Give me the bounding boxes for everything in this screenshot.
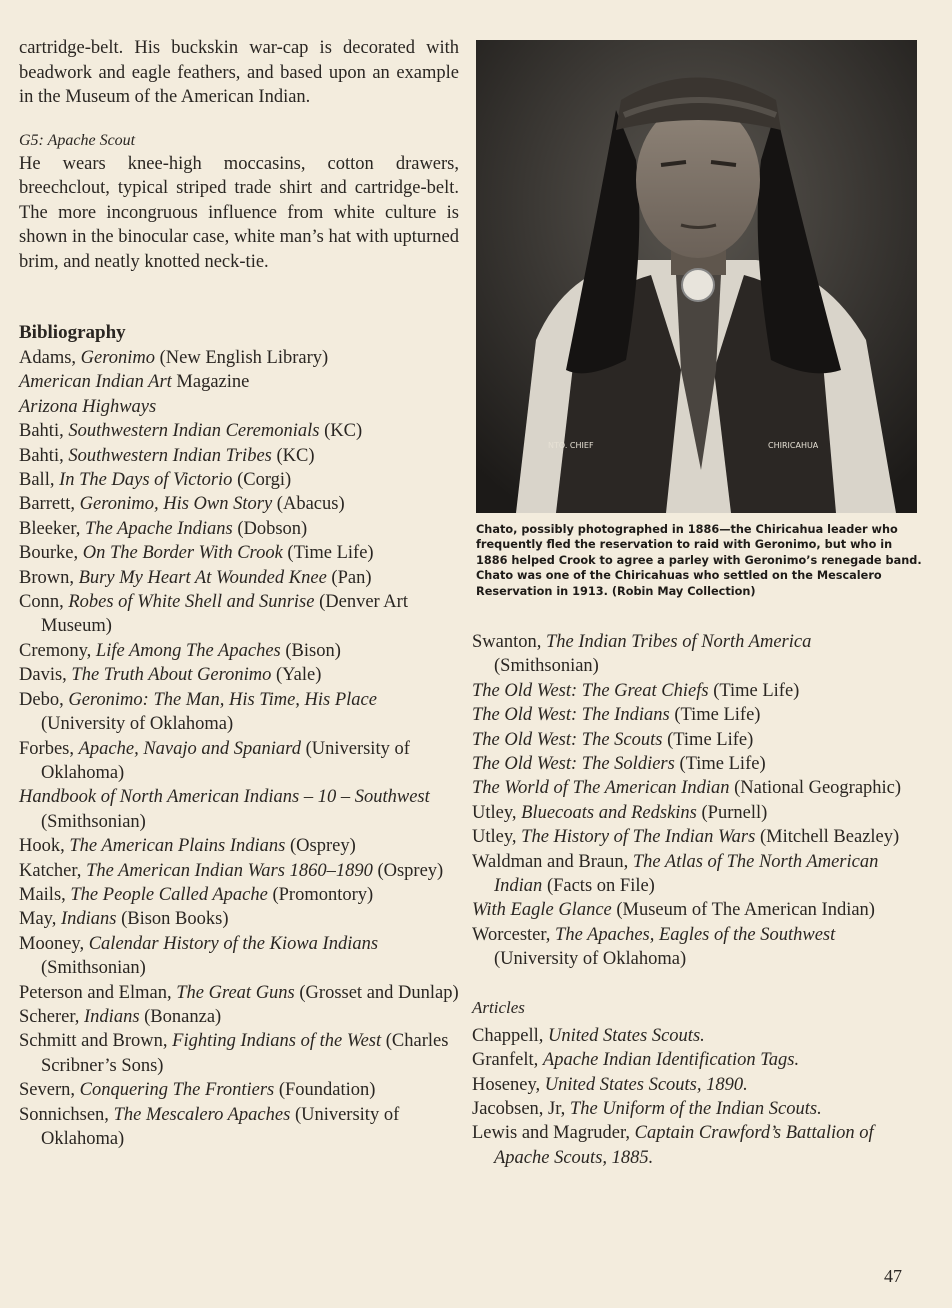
entry-title: The People Called Apache <box>70 884 268 905</box>
entry-author: Severn, <box>19 1080 80 1101</box>
entry-author: Mails, <box>19 884 71 905</box>
entry-title: Indians <box>60 909 117 930</box>
entry-publisher: (National Geographic) <box>729 778 902 799</box>
entry-title: Captain Crawford’s Battalion of Apache Scouts, 1885. <box>494 1123 874 1168</box>
entry-author: Utley, <box>472 827 522 848</box>
bibliography-entry <box>19 517 459 541</box>
entry-author: Waldman and Braun, <box>472 851 633 872</box>
entry-title: The Great Guns <box>176 982 295 1003</box>
entry-publisher: (Charles Scribner’s Sons) <box>41 1031 449 1076</box>
entry-publisher: (KC) <box>271 445 315 466</box>
entry-publisher: (Smithsonian) <box>41 958 146 979</box>
bibliography-entry <box>19 395 459 419</box>
entry-publisher: (Smithsonian) <box>494 656 599 677</box>
entry-author: Swanton, <box>472 632 546 652</box>
left-column <box>19 36 459 1151</box>
entry-publisher: (Promontory) <box>267 884 374 905</box>
articles-heading: Articles <box>472 997 525 1017</box>
bibliography-entry <box>19 883 459 907</box>
entry-author: May, <box>19 909 61 930</box>
bibliography-entry <box>472 679 920 703</box>
entry-publisher: (University of Oklahoma) <box>41 738 410 783</box>
entry-title: Geronimo, His Own Story <box>79 494 273 515</box>
entry-publisher: (Foundation) <box>274 1080 376 1101</box>
entry-title: Calendar History of the Kiowa Indians <box>88 933 379 954</box>
entry-title: Bluecoats and Redskins <box>521 802 697 823</box>
bibliography-entry <box>472 923 920 972</box>
entry-title: Indians <box>84 1006 140 1027</box>
bibliography-list-right <box>472 630 920 972</box>
entry-publisher: (Dobson) <box>232 518 308 539</box>
entry-title: Southwestern Indian Ceremonials <box>68 421 320 442</box>
entry-publisher: (Bonanza) <box>139 1006 222 1027</box>
entry-publisher: (Facts on File) <box>542 876 655 897</box>
bibliography-entry <box>19 370 459 394</box>
bibliography-entry <box>19 541 459 565</box>
entry-publisher: (Time Life) <box>282 543 374 564</box>
entry-publisher: (Yale) <box>271 665 322 686</box>
entry-publisher: (Corgi) <box>232 470 292 491</box>
entry-title: Fighting Indians of the West <box>172 1031 382 1052</box>
entry-author: Schmitt and Brown, <box>19 1031 173 1052</box>
entry-publisher: (Museum of The American Indian) <box>611 900 875 921</box>
entry-title: The World of The American Indian <box>472 778 730 799</box>
bibliography-entry <box>19 859 459 883</box>
entry-publisher: (New English Library) <box>155 348 329 368</box>
entry-author: Utley, <box>472 802 522 823</box>
entry-author: Barrett, <box>19 494 80 515</box>
article-entry <box>472 1121 920 1170</box>
g5-heading: G5: Apache Scout <box>19 131 136 149</box>
entry-title: The Apache Indians <box>85 518 233 539</box>
photo-caption: Chato, possibly photographed in 1886—the Chiricahua leader who frequently fled the reservation to raid with Geronimo, but who in 1886 helped Crook to agree a parley with Geronimo’s renegade band. Chato was one of the Chiricahuas who settled on the Mescalero Reservation in 1913. (Robin May Collection) <box>476 523 922 598</box>
entry-publisher: (Smithsonian) <box>41 811 146 832</box>
entry-title: The Apaches, Eagles of the Southwest <box>555 924 836 945</box>
bibliography-entry <box>19 663 459 687</box>
entry-publisher: (Time Life) <box>662 729 754 750</box>
entry-publisher: (Denver Art Museum) <box>41 592 408 637</box>
article-entry <box>472 1048 920 1072</box>
entry-author: Granfelt, <box>472 1050 543 1071</box>
photo-label-left: NTO. CHIEF <box>548 441 594 450</box>
entry-publisher: (Abacus) <box>272 494 345 515</box>
portrait-image <box>476 40 917 513</box>
bibliography-entry <box>19 1103 459 1152</box>
entry-publisher: (University of Oklahoma) <box>41 1104 400 1149</box>
entry-author: Brown, <box>19 567 79 588</box>
photo-label-right: CHIRICAHUA <box>768 441 819 450</box>
entry-author: Hook, <box>19 836 70 857</box>
entry-title: United States Scouts, 1890. <box>544 1074 748 1095</box>
bibliography-entry <box>19 468 459 492</box>
entry-title: Apache Indian Identification Tags. <box>542 1050 800 1071</box>
entry-author: Katcher, <box>19 860 87 881</box>
entry-publisher: (Mitchell Beazley) <box>755 827 900 848</box>
bibliography-entry <box>472 801 920 825</box>
entry-title: Apache, Navajo and Spaniard <box>78 738 301 759</box>
entry-author: Cremony, <box>19 640 96 661</box>
bibliography-entry <box>472 825 920 849</box>
entry-author: Debo, <box>19 689 69 710</box>
entry-publisher: Magazine <box>171 372 250 393</box>
entry-author: Forbes, <box>19 738 79 759</box>
entry-title: Conquering The Frontiers <box>79 1080 275 1101</box>
entry-publisher: (Bison) <box>280 640 341 661</box>
entry-publisher: (University of Oklahoma) <box>494 949 687 970</box>
bibliography-entry <box>19 981 459 1005</box>
entry-publisher: (Time Life) <box>674 754 766 775</box>
entry-author: Davis, <box>19 665 72 686</box>
entry-title: The American Indian Wars 1860–1890 <box>86 860 373 881</box>
entry-title: The History of The Indian Wars <box>521 827 756 848</box>
entry-author: Hoseney, <box>472 1074 545 1095</box>
intro-paragraph: cartridge-belt. His buckskin war-cap is decorated with beadwork and eagle feathers, and based upon an example in the Museum of the American Indian. <box>19 38 459 107</box>
entry-title: On The Border With Crook <box>82 543 283 564</box>
entry-publisher: (Bison Books) <box>116 909 229 930</box>
entry-author: Bourke, <box>19 543 83 564</box>
entry-title: Robes of White Shell and Sunrise <box>68 592 315 613</box>
entry-title: With Eagle Glance <box>472 900 612 921</box>
entry-publisher: (Osprey) <box>285 836 356 857</box>
entry-publisher: (Time Life) <box>669 705 761 726</box>
bibliography-title: Bibliography <box>19 322 126 343</box>
entry-author: Conn, <box>19 592 69 613</box>
bibliography-entry <box>472 752 920 776</box>
g5-paragraph: He wears knee-high moccasins, cotton drawers, breechclout, typical striped trade shirt and cartridge-belt. The more incongruous influence from white culture is shown in the binocular case, white man’s hat with upturned brim, and neatly knotted neck-tie. <box>19 153 459 272</box>
entry-title: The Old West: The Great Chiefs <box>472 680 709 701</box>
entry-title: Life Among The Apaches <box>95 640 281 661</box>
entry-author: Bahti, <box>19 421 69 442</box>
entry-author: Mooney, <box>19 933 89 954</box>
bibliography-entry <box>19 590 459 639</box>
entry-title: The Old West: The Soldiers <box>472 754 675 775</box>
entry-publisher: (University of Oklahoma) <box>41 714 234 735</box>
entry-title: Geronimo <box>80 348 156 368</box>
entry-title: Arizona Highways <box>19 396 157 417</box>
bibliography-entry <box>19 785 459 834</box>
entry-title: Southwestern Indian Tribes <box>68 445 272 466</box>
article-entry <box>472 1024 920 1048</box>
entry-title: The Uniform of the Indian Scouts. <box>569 1098 822 1119</box>
entry-author: Peterson and Elman, <box>19 982 177 1003</box>
entry-title: Bury My Heart At Wounded Knee <box>78 567 327 588</box>
entry-author: Sonnichsen, <box>19 1104 114 1125</box>
bibliography-entry <box>19 834 459 858</box>
bibliography-list-left <box>19 346 459 1151</box>
bibliography-entry <box>19 419 459 443</box>
bibliography-entry <box>19 737 459 786</box>
bibliography-entry <box>19 566 459 590</box>
entry-title: The American Plains Indians <box>69 836 286 857</box>
entry-author: Worcester, <box>472 924 556 945</box>
entry-title: American Indian Art <box>19 372 172 393</box>
bibliography-entry <box>19 444 459 468</box>
bibliography-entry <box>472 898 920 922</box>
right-column <box>472 630 920 1170</box>
entry-title: Geronimo: The Man, His Time, His Place <box>68 689 377 710</box>
entry-author: Scherer, <box>19 1006 85 1027</box>
bibliography-entry <box>19 492 459 516</box>
entry-title: The Old West: The Indians <box>472 705 670 726</box>
entry-author: Ball, <box>19 470 60 491</box>
entry-title: The Truth About Geronimo <box>71 665 272 686</box>
entry-title: In The Days of Victorio <box>59 470 233 491</box>
bibliography-entry <box>472 703 920 727</box>
bibliography-entry <box>472 728 920 752</box>
bibliography-entry <box>19 907 459 931</box>
articles-list <box>472 1024 920 1170</box>
bibliography-entry <box>19 1029 459 1078</box>
article-entry <box>472 1073 920 1097</box>
entry-publisher: (Time Life) <box>708 680 800 701</box>
entry-author: Adams, <box>19 348 81 368</box>
entry-title: The Atlas of The North American Indian <box>494 851 879 897</box>
entry-title: The Mescalero Apaches <box>113 1104 291 1125</box>
bibliography-entry <box>19 1005 459 1029</box>
chato-photograph <box>476 40 917 513</box>
entry-publisher: (Osprey) <box>372 860 444 881</box>
bibliography-entry <box>472 850 920 899</box>
entry-author: Chappell, <box>472 1025 549 1046</box>
bibliography-entry <box>19 932 459 981</box>
entry-author: Bahti, <box>19 445 69 466</box>
entry-author: Lewis and Magruder, <box>472 1123 635 1144</box>
entry-author: Bleeker, <box>19 518 86 539</box>
entry-title: United States Scouts. <box>548 1025 705 1046</box>
entry-title: The Old West: The Scouts <box>472 729 663 750</box>
entry-publisher: (KC) <box>319 421 363 442</box>
bibliography-entry <box>19 346 459 370</box>
entry-publisher: (Pan) <box>326 567 372 588</box>
bibliography-entry <box>19 639 459 663</box>
bibliography-entry <box>19 688 459 737</box>
bibliography-entry <box>472 630 920 679</box>
entry-publisher: (Grosset and Dunlap) <box>294 982 459 1003</box>
bibliography-entry <box>472 776 920 800</box>
entry-title: Handbook of North American Indians – 10 – Southwest <box>19 787 430 808</box>
entry-author: Jacobsen, Jr, <box>472 1098 570 1119</box>
entry-title: The Indian Tribes of North America <box>546 632 812 652</box>
bibliography-entry <box>19 1078 459 1102</box>
entry-publisher: (Purnell) <box>696 802 768 823</box>
page-number: 47 <box>884 1266 902 1286</box>
article-entry <box>472 1097 920 1121</box>
